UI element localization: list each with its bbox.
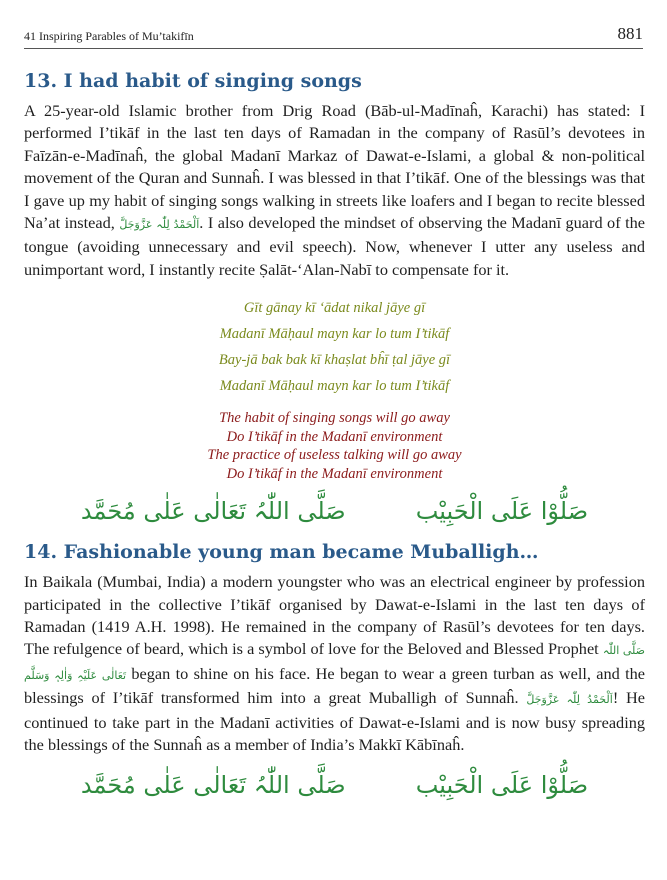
page-header <box>24 22 643 49</box>
section-13-heading: 13. I had habit of singing songs <box>24 70 362 92</box>
salat-left: صَلَّی اللّٰہُ تَعَالٰی عَلٰی مُحَمَّد <box>80 770 346 799</box>
poem-line: Do I’tikāf in the Madanī environment <box>226 465 443 482</box>
poem-line: Madanī Māḥaul mayn kar lo tum I’tikāf <box>219 378 450 395</box>
section-13-text-1: A 25-year-old Islamic brother from Drig Road (Bāb-ul-Madīnaĥ, Karachi) has stated: I performed I’tikāf in the last ten days of Ramadan in the company of Rasūl’s devotees in Faīzān-e-Madīnaĥ, the global Madanī Markaz of Dawat-e-Islami, a global & non-political movement of the Quran and Sunnaĥ. I was blessed in that I’tikāf. One of the blessings was that I gave up my habit of singing songs walking in streets like loafers and I began to recite blessed Na’at instead, <box>24 101 645 233</box>
section-14-text-3: ! He continued to take part in the Madanī activities of Dawat-e-Islami and is now busy spreading the blessings of the Sunnaĥ as a member of India’s Makkī Kābīnaĥ. <box>24 688 645 755</box>
section-13-paragraph <box>24 100 645 281</box>
poem-line: Gīt gānay kī ‘ādat nikal jāye gī <box>243 300 426 317</box>
page-content <box>24 60 645 815</box>
section-13-text-2: . I also developed the mindset of observing the Madanī guard of the tongue (avoiding unnecessary and evil speech). Now, whenever I utter any useless and unimportant word, I instantly recite Ṣalāt-‘Alan-Nabī to compensate for it. <box>24 213 645 279</box>
section-14-paragraph <box>24 571 645 756</box>
poem-line: The practice of useless talking will go away <box>207 447 462 464</box>
section-14-heading: 14. Fashionable young man became Muballigh… <box>24 541 539 564</box>
alhamdulillah-glyph: اَلْحَمْدُ لِلّٰہ عَزَّوَجَلَّ <box>526 693 613 707</box>
alhamdulillah-glyph: اَلْحَمْدُ لِلّٰہ عَزَّوَجَلَّ <box>119 218 200 232</box>
salat-calligraphy <box>24 771 645 799</box>
page-number: 881 <box>617 24 643 43</box>
poem-line: Bay-jā bak bak kī khaṣlat bĥī ṭal jāye gī <box>218 352 451 369</box>
salat-calligraphy <box>24 497 645 525</box>
poem-transliteration <box>24 295 645 399</box>
poem-line: Do I’tikāf in the Madanī environment <box>226 428 443 445</box>
salawat-glyph: صَلَّی اللّٰہ تَعَالٰی عَلَیْہِ وَاٰلِہٖ وَسَلَّم <box>24 644 645 682</box>
poem-line: Madanī Māḥaul mayn kar lo tum I’tikāf <box>219 326 450 343</box>
section-14-text-1: In Baikala (Mumbai, India) a modern youngster who was an electrical engineer by profession participated in the collective I’tikāf organised by Dawat-e-Islami in the last ten days of Ramadan (1419 A.H. 1998). He remained in the company of Rasūl’s devotees for ten days. The refulgence of beard, which is a symbol of love for the Beloved and Blessed Prophet <box>24 572 645 659</box>
salat-right: صَلُّوْا عَلَی الْحَبِیْب <box>415 770 589 799</box>
salat-left: صَلَّی اللّٰہُ تَعَالٰی عَلٰی مُحَمَّد <box>80 497 346 526</box>
running-title: 41 Inspiring Parables of Mu’takifīn <box>24 29 194 43</box>
salat-right: صَلُّوْا عَلَی الْحَبِیْب <box>415 497 589 526</box>
section-14-text-2: began to shine on his face. He began to wear a green turban as well, and the blessings of I’tikāf transformed him into a great Muballigh of Sunnaĥ. <box>24 663 645 708</box>
poem-line: The habit of singing songs will go away <box>219 410 450 427</box>
poem-translation <box>24 409 645 483</box>
